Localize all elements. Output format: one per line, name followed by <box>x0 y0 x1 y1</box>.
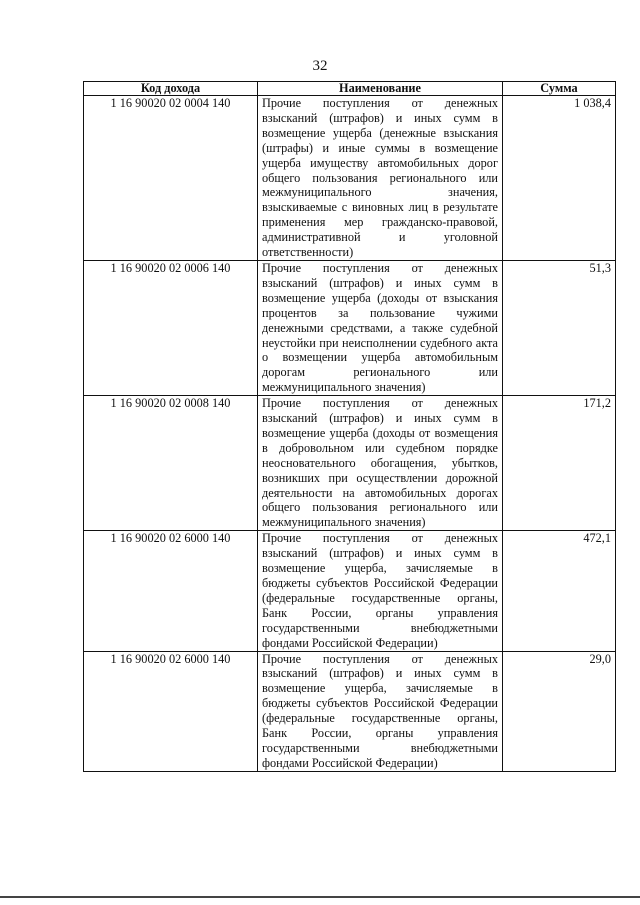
income-table <box>83 81 616 772</box>
income-name: Прочие поступления от денежных взысканий (штрафов) и иных сумм в возмещение ущерба (доходы от возмещения в добровольном или судебном порядке неосновательного обогащения, убытков, возникших при осуществлении дорожной деятельности на автомобильных дорогах общего пользования регионального или межмуниципального значения) <box>258 396 503 531</box>
income-code: 1 16 90020 02 0004 140 <box>84 96 258 261</box>
income-code: 1 16 90020 02 6000 140 <box>84 651 258 771</box>
header-sum: Сумма <box>503 82 616 96</box>
income-sum: 1 038,4 <box>503 96 616 261</box>
table-row <box>84 260 616 395</box>
income-name: Прочие поступления от денежных взысканий (штрафов) и иных сумм в возмещение ущерба, зачисляемые в бюджеты субъектов Российской Федерации (федеральные государственные органы, Банк России, органы управления государственными внебюджетными фондами Российской Федерации) <box>258 531 503 651</box>
income-code: 1 16 90020 02 0006 140 <box>84 260 258 395</box>
table-row <box>84 96 616 261</box>
income-sum: 29,0 <box>503 651 616 771</box>
income-sum: 51,3 <box>503 260 616 395</box>
table-row <box>84 531 616 651</box>
table-row <box>84 396 616 531</box>
income-name: Прочие поступления от денежных взысканий (штрафов) и иных сумм в возмещение ущерба, зачисляемые в бюджеты субъектов Российской Федерации (федеральные государственные органы, Банк России, органы управления государственными внебюджетными фондами Российской Федерации) <box>258 651 503 771</box>
income-name: Прочие поступления от денежных взысканий (штрафов) и иных сумм в возмещение ущерба (денежные взыскания (штрафы) и иные суммы в возмещение ущерба имуществу автомобильных дорог общего пользования регионального или межмуниципального значения, взыскиваемые с виновных лиц в результате применения мер гражданско-правовой, административной и уголовной ответственности) <box>258 96 503 261</box>
table-header-row <box>84 82 616 96</box>
income-sum: 472,1 <box>503 531 616 651</box>
income-code: 1 16 90020 02 6000 140 <box>84 531 258 651</box>
income-name: Прочие поступления от денежных взысканий (штрафов) и иных сумм в возмещение ущерба (доходы от взыскания процентов за пользование чужими денежными средствами, а также судебной неустойки при неисполнении судебного акта о возмещении ущерба автомобильным дорогам регионального или межмуниципального значения) <box>258 260 503 395</box>
scan-edge-divider <box>0 896 640 898</box>
income-sum: 171,2 <box>503 396 616 531</box>
header-name: Наименование <box>258 82 503 96</box>
income-code: 1 16 90020 02 0008 140 <box>84 396 258 531</box>
header-code: Код дохода <box>84 82 258 96</box>
table-row <box>84 651 616 771</box>
page-number: 32 <box>312 58 328 74</box>
